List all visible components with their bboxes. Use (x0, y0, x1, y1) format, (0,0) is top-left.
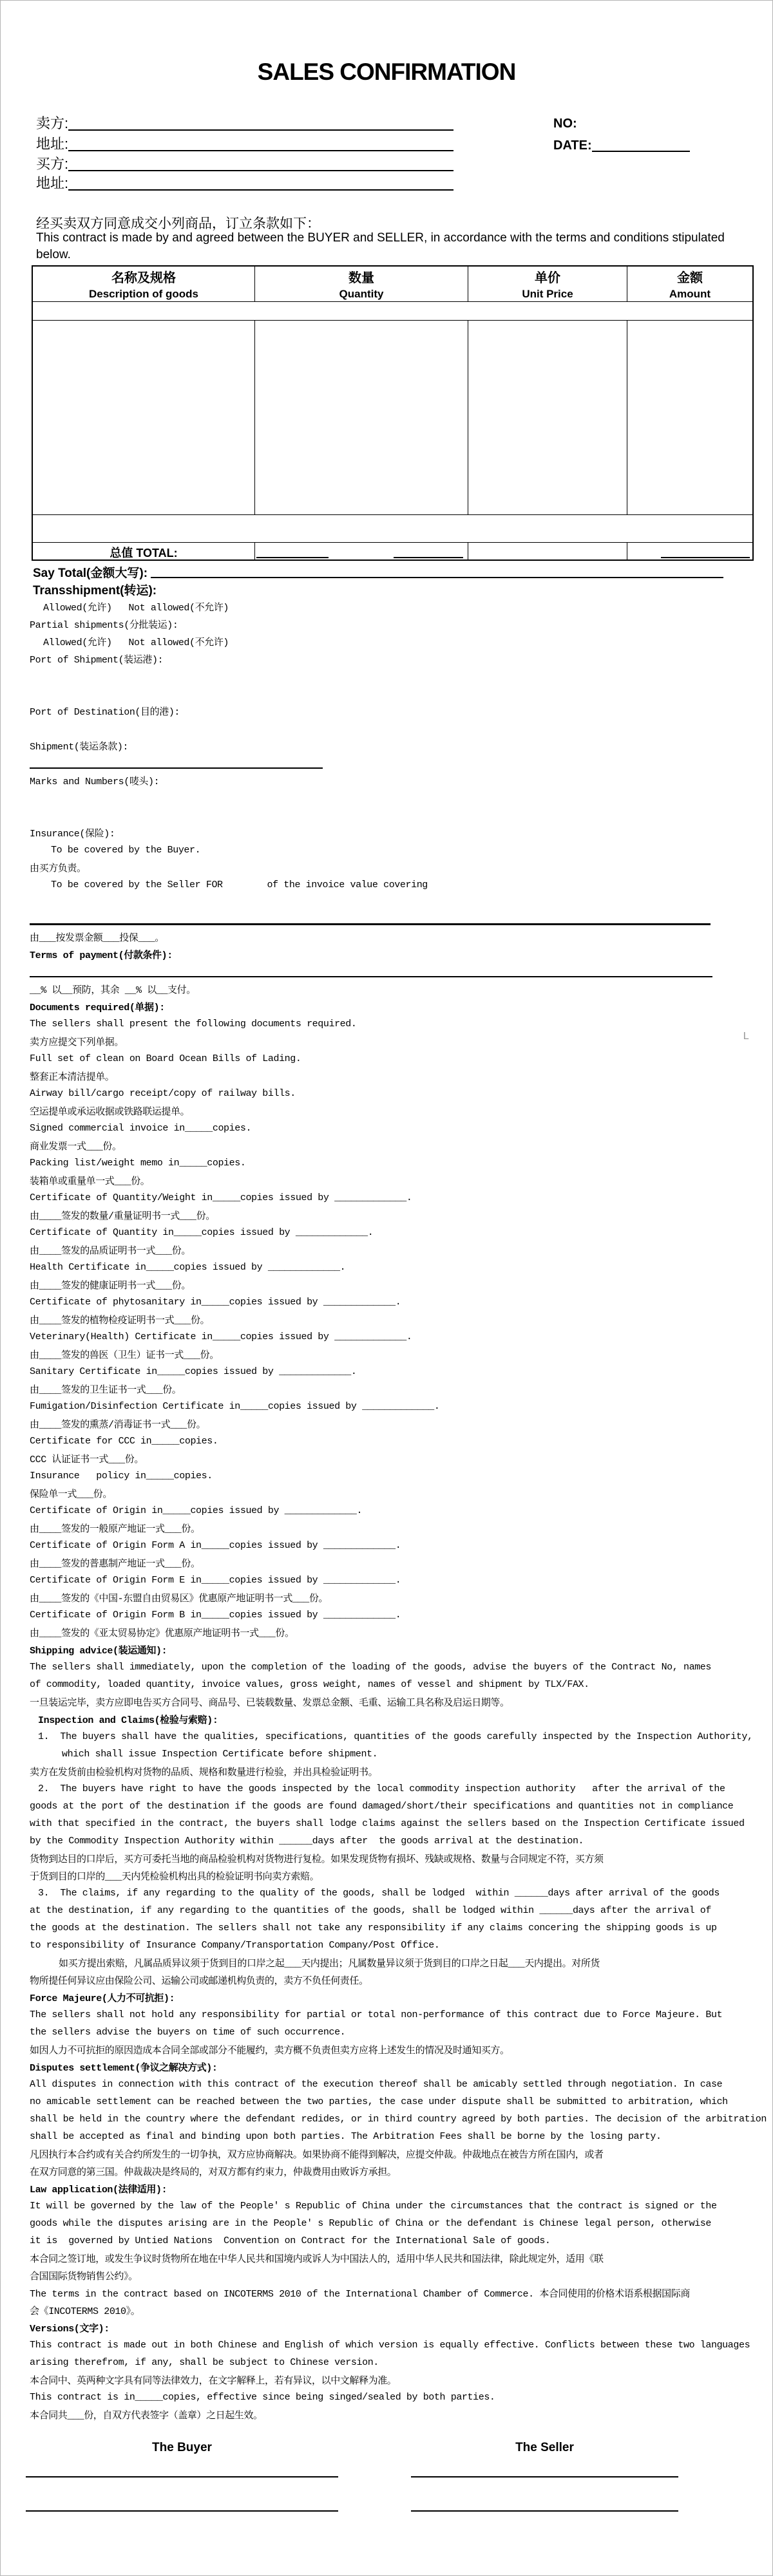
contract-text-line: 会《INCOTERMS 2010》。 (30, 2306, 140, 2317)
contract-text-line: This contract is made out in both Chinese and English of which version is equally effective. Conflicts between these two languages (30, 2340, 750, 2351)
contract-text-line: Veterinary(Health) Certificate in_____copies issued by _____________. (30, 1331, 412, 1342)
total-amount-blank[interactable] (661, 557, 750, 558)
intro-line-cn: 经买卖双方同意成交小列商品，订立条款如下： (36, 218, 320, 232)
goods-cell-0[interactable] (33, 321, 255, 515)
contract-text-line: which shall issue Inspection Certificate before shipment. (62, 1749, 378, 1760)
contract-text-line: with that specified in the contract, the buyers shall lodge claims against the sellers based on the Inspection Certificate issued (30, 1818, 745, 1829)
contract-text-line: 凡因执行本合约或有关合约所发生的一切争执，双方应协商解决。如果协商不能得到解决，应提交仲裁。仲裁地点在被告方所在国内，或者 (30, 2150, 604, 2161)
contract-text-line: 由____签发的植物检疫证明书一式___份。 (30, 1315, 210, 1326)
seller-address-field-label: 地址: (36, 136, 69, 152)
column-header-en: Quantity (339, 288, 384, 300)
contract-text-line: 由买方负责。 (30, 863, 86, 874)
contract-text-line: 3. The claims, if any regarding to the quality of the goods, shall be lodged within ______days after arrival of the goods (38, 1888, 720, 1899)
goods-cell-1[interactable] (255, 321, 468, 515)
contract-text-line: the goods at the destination. The sellers shall not take any responsibility if any claims concering the shipping goods is up (30, 1923, 717, 1933)
column-header-0 (33, 267, 255, 302)
column-header-2 (468, 267, 627, 302)
contract-text-line: __% 以__预防，其余 __% 以__支付。 (30, 985, 196, 996)
contract-text-line: The sellers shall present the following documents required. (30, 1019, 357, 1029)
contract-text-line: 1. The buyers shall have the qualities, specifications, quantities of the goods carefully inspected by the Inspection Authority, (38, 1731, 753, 1742)
contract-text-line: 由____签发的一般原产地证一式___份。 (30, 1524, 200, 1535)
total-quantity-blank-1[interactable] (256, 557, 329, 558)
contract-text-line: 本合同共___份，自双方代表签字（盖章）之日起生效。 (30, 2411, 263, 2421)
goods-row-top-empty[interactable] (33, 302, 752, 321)
blank-line (1, 685, 773, 702)
contract-text-line: Certificate for CCC in_____copies. (30, 1436, 218, 1447)
contract-text-line: 空运提单或承运收据或铁路联运提单。 (30, 1107, 190, 1118)
contract-text-line: Partial shipments(分批装运): (30, 620, 178, 631)
contract-text-line: shall be held in the country where the defendant redides, or in third country agreed by both parties. The decision of the arbitration (30, 2114, 767, 2125)
contract-text-line: 保险单一式___份。 (30, 1489, 113, 1500)
contract-text-line: Certificate of Origin Form B in_____copies issued by _____________. (30, 1610, 401, 1621)
buyer-address-field-label: 地址: (36, 175, 69, 191)
total-unitprice-cell (468, 543, 627, 559)
contract-text-line: Certificate of Origin Form A in_____copies issued by _____________. (30, 1540, 401, 1551)
contract-text-line: arising therefrom, if any, shall be subject to Chinese version. (30, 2357, 379, 2368)
goods-row-bottom-empty[interactable] (33, 515, 752, 543)
contract-text-line: Allowed(允许) Not allowed(不允许) (43, 637, 229, 648)
contract-text-line: To be covered by the Seller FOR of the invoice value covering (51, 879, 428, 890)
column-header-cn: 单价 (535, 271, 560, 285)
blank-line[interactable] (30, 767, 323, 769)
contract-text-line: 由____签发的卫生证书一式___份。 (30, 1385, 182, 1396)
column-header-cn: 名称及规格 (111, 271, 176, 285)
contract-text-line: Full set of clean on Board Ocean Bills of Lading. (30, 1053, 301, 1064)
contract-text-line: This contract is in_____copies, effective since being singed/sealed by both parties. (30, 2392, 495, 2403)
column-header-3 (627, 267, 752, 302)
contract-text-line: 整套正本清洁提单。 (30, 1072, 115, 1083)
seller-address-field-blank[interactable] (68, 150, 453, 151)
contract-text-line: at the destination, if any regarding to the quantities of the goods, shall be lodged within ______days after the arrival of (30, 1905, 711, 1916)
blank-line (1, 789, 773, 807)
section-heading: Documents required(单据): (30, 1002, 165, 1013)
section-heading: Law application(法律适用): (30, 2185, 167, 2195)
contract-text-line: 货物到达目的口岸后，买方可委托当地的商品检验机构对货物进行复检。如果发现货物有损坏、残缺或规格、数量与合同规定不符，买方须 (30, 1854, 604, 1865)
contract-text-line: 2. The buyers have right to have the goods inspected by the local commodity inspection authority after the arrival of the (38, 1783, 725, 1794)
total-label: 总值 TOTAL: (110, 547, 178, 559)
column-header-cn: 数量 (348, 271, 374, 285)
fill-in-underline (1, 755, 773, 772)
contract-text-line: 由___按发票金额___投保___。 (30, 933, 164, 944)
contract-text-line: All disputes in connection with this contract of the execution thereof shall be amicably settled through negotiation. In case (30, 2079, 723, 2090)
date-label: DATE: (553, 138, 592, 153)
contract-text-line: Shipment(装运条款): (30, 742, 129, 753)
contract-text-line: Insurance(保险): (30, 829, 115, 840)
contract-text-line: 由____签发的健康证明书一式___份。 (30, 1281, 191, 1292)
contract-text-line: 由____签发的数量/重量证明书一式___份。 (30, 1211, 215, 1222)
contract-text-line: The sellers shall immediately, upon the completion of the loading of the goods, advise the buyers of the Contract No, names (30, 1662, 711, 1673)
buyer-signature-label: The Buyer (152, 2441, 212, 2454)
say-total-label: Say Total(金额大写): (33, 567, 151, 580)
horizontal-rule (1, 963, 773, 981)
intro-line-en: This contract is made by and agreed between the BUYER and SELLER, in accordance with the terms and conditions stipulated (36, 231, 725, 245)
contract-text-line: Health Certificate in_____copies issued by _____________. (30, 1262, 346, 1273)
contract-text-line: 商业发票一式___份。 (30, 1142, 122, 1152)
contract-text-line: 由____签发的熏蒸/消毒证书一式___份。 (30, 1420, 206, 1431)
section-heading: Terms of payment(付款条件): (30, 950, 173, 961)
seller-signature-line-1[interactable] (411, 2476, 678, 2477)
intro-line-below: below. (36, 248, 71, 261)
stray-mark: L (743, 1031, 750, 1043)
buyer-address-field (36, 173, 453, 193)
say-total-row (1, 563, 723, 581)
section-heading: Versions(文字): (30, 2324, 110, 2335)
contract-text-line: Sanitary Certificate in_____copies issued by _____________. (30, 1366, 357, 1377)
column-header-1 (255, 267, 468, 302)
blank-line (1, 894, 773, 911)
contract-no-label: NO: (553, 117, 577, 131)
seller-name-field-label: 卖方: (36, 115, 69, 131)
section-heading: Shipping advice(装运通知): (30, 1646, 167, 1657)
contract-text-line: of commodity, loaded quantity, invoice values, gross weight, names of vessel and shipment by TLX/FAX. (30, 1679, 589, 1690)
buyer-signature-line-1[interactable] (26, 2476, 338, 2477)
contract-text-line: Certificate of Quantity in_____copies issued by _____________. (30, 1227, 374, 1238)
contract-text-line: goods while the disputes arising are in the People' s Republic of China or the defendant is Chinese legal person, otherwise (30, 2218, 711, 2229)
section-heading: Disputes settlement(争议之解决方式): (30, 2063, 218, 2074)
contract-text-line: Port of Destination(目的港): (30, 707, 180, 718)
contract-text-line: 由____签发的品质证明书一式___份。 (30, 1246, 191, 1257)
contract-text-line: Packing list/weight memo in_____copies. (30, 1158, 246, 1169)
contract-body (1, 563, 773, 2423)
column-header-en: Amount (669, 288, 711, 300)
contract-text-line: 合国国际货物销售公约》。 (30, 2271, 138, 2282)
total-amount-cell (627, 543, 752, 559)
contract-text-line: 卖方在发货前由检验机构对货物的品质、规格和数量进行检验，并出具检验证明书。 (30, 1767, 378, 1778)
date-field (553, 136, 690, 154)
contract-text-line: Certificate of Origin in_____copies issued by _____________. (30, 1505, 363, 1516)
contract-text-line: Signed commercial invoice in_____copies. (30, 1123, 252, 1134)
contract-text-line: 由____签发的《亚太贸易协定》优惠原产地证明书一式___份。 (30, 1628, 294, 1639)
total-quantity-blank-2[interactable] (394, 557, 463, 558)
contract-text-line: Marks and Numbers(唛头): (30, 776, 160, 787)
contract-text-line: Allowed(允许) Not allowed(不允许) (43, 603, 229, 614)
section-heading: Transshipment(转运): (33, 584, 157, 597)
contract-text-line: Fumigation/Disinfection Certificate in_____copies issued by _____________. (30, 1401, 440, 1412)
buyer-address-field-blank[interactable] (68, 189, 453, 191)
contract-text-line: 如买方提出索赔，凡属品质异议须于货到目的口岸之起___天内提出；凡属数量异议须于货到目的口岸之日起___天内提出。对所货 (59, 1959, 600, 1970)
contract-text-line: 卖方应提交下列单据。 (30, 1037, 124, 1048)
column-header-en: Description of goods (89, 288, 198, 300)
buyer-name-field (36, 154, 453, 173)
seller-signature-line-2[interactable] (411, 2510, 678, 2512)
contract-text-line: 如因人力不可抗拒的原因造成本合同全部或部分不能履约，卖方概不负责但卖方应将上述发生的情况及时通知买方。 (30, 2045, 510, 2056)
contract-text-line: It will be governed by the law of the People' s Republic of China under the circumstances that the contract is signed or the (30, 2201, 717, 2212)
column-header-cn: 金额 (677, 271, 703, 285)
contract-text-line: The terms in the contract based on INCOTERMS 2010 of the International Chamber of Commerce. 本合同使用的价格术语系根据国际商 (30, 2289, 690, 2300)
rule-line (30, 923, 711, 925)
contract-text-line: no amicable settlement can be reached between the two parties, the case under dispute shall be submitted to arbitration, which (30, 2096, 728, 2107)
contract-text-line: 由____签发的兽医（卫生）证书一式___份。 (30, 1350, 219, 1361)
contract-text-line: goods at the port of the destination if the goods are found damaged/short/their specifications and quantities not in compliance (30, 1801, 734, 1812)
contract-text-line: The sellers shall not hold any responsibility for partial or total non-performance of this contract due to Force Majeure. But (30, 2009, 723, 2020)
page-title: SALES CONFIRMATION (257, 59, 516, 85)
contract-text-line: CCC 认证证书一式___份。 (30, 1454, 144, 1465)
contract-text-line: 一旦装运完毕，卖方应即电告买方合同号、商品号、已装载数量、发票总金额、毛重、运输工具名称及启运日期等。 (30, 1698, 510, 1709)
contract-text-line: 装箱单或重量单一式___份。 (30, 1176, 150, 1187)
contract-text-line: Airway bill/cargo receipt/copy of railway bills. (30, 1088, 296, 1099)
contract-text-line: Certificate of phytosanitary in_____copies issued by _____________. (30, 1297, 401, 1308)
buyer-name-field-label: 买方: (36, 156, 69, 172)
contract-text-line: To be covered by the Buyer. (51, 845, 201, 856)
blank-line (1, 668, 773, 685)
date-blank[interactable] (592, 151, 690, 152)
seller-address-field (36, 134, 453, 153)
section-heading: Inspection and Claims(检验与索赔): (38, 1715, 218, 1726)
contract-text-line: Certificate of Quantity/Weight in_____copies issued by _____________. (30, 1192, 412, 1203)
contract-text-line: Port of Shipment(装运港): (30, 655, 164, 666)
total-quantity-cell (255, 543, 468, 559)
contract-text-line: shall be accepted as final and binding upon both parties. The Arbitration Fees shall be borne by the losing party. (30, 2131, 662, 2142)
horizontal-rule (1, 911, 773, 928)
buyer-signature-line-2[interactable] (26, 2510, 338, 2512)
contract-text-line: 本合同之签订地，或发生争议时货物所在地在中华人民共和国境内或诉人为中国法人的，适用中华人民共和国法律，除此规定外，适用《联 (30, 2254, 604, 2265)
goods-cell-2[interactable] (468, 321, 627, 515)
goods-table (32, 265, 754, 561)
contract-text-line: 在双方同意的第三国。仲裁裁决是终局的，对双方都有约束力，仲裁费用由败诉方承担。 (30, 2167, 397, 2178)
contract-text-line: by the Commodity Inspection Authority within ______days after the goods arrival at the destination. (30, 1836, 584, 1847)
contract-text-line: 于货到目的口岸的___天内凭检验机构出具的检验证明书向卖方索赔。 (30, 1872, 320, 1883)
contract-text-line: 由____签发的《中国-东盟自由贸易区》优惠原产地证明书一式___份。 (30, 1594, 329, 1604)
seller-name-field-blank[interactable] (68, 129, 453, 131)
contract-text-line: it is governed by Untied Nations Convention on Contract for the International Sale of goods. (30, 2235, 551, 2246)
seller-name-field (36, 113, 453, 133)
total-label-cell (33, 543, 255, 559)
goods-cell-3[interactable] (627, 321, 752, 515)
contract-text-line: 物所提任何异议应由保险公司、运输公司或邮递机构负责的，卖方不负任何责任。 (30, 1976, 368, 1987)
blank-line (1, 807, 773, 824)
blank-line (1, 720, 773, 737)
section-heading: Force Majeure(人力不可抗拒): (30, 1993, 175, 2004)
contract-text-line: the sellers advise the buyers on time of such occurrence. (30, 2027, 346, 2038)
contract-text-line: 由____签发的普惠制产地证一式___份。 (30, 1559, 200, 1570)
seller-signature-label: The Seller (515, 2441, 574, 2454)
contract-text-line: to responsibility of Insurance Company/Transportation Company/Post Office. (30, 1940, 440, 1951)
column-header-en: Unit Price (522, 288, 573, 300)
buyer-name-field-blank[interactable] (68, 170, 453, 171)
say-total-blank[interactable] (151, 577, 723, 578)
contract-text-line: Certificate of Origin Form E in_____copies issued by _____________. (30, 1575, 401, 1586)
contract-text-line: Insurance policy in_____copies. (30, 1471, 213, 1481)
contract-text-line: 本合同中、英两种文字具有同等法律效力，在文字解释上，若有异议，以中文解释为准。 (30, 2376, 397, 2387)
rule-line (30, 976, 712, 977)
